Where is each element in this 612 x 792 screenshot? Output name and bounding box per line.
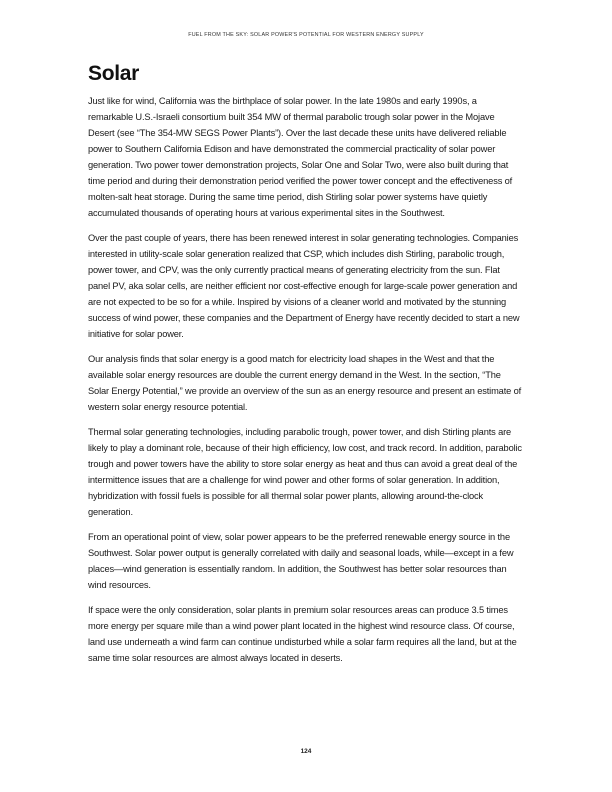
paragraph-1: Just like for wind, California was the birthplace of solar power. In the late 1980s and early 1990s, a remarkable U.S.-Israeli consortium built 354 MW of thermal parabolic trough solar power in the Mojave Desert (see “The 354-MW SEGS Power Plants”). Over the last decade these units have delivered reliable power to Southern California Edison and have demonstrated the commercial practicality of solar power generation. Two power tower demonstration projects, Solar One and Solar Two, were also built during that time period and during their demonstration period verified the power tower concept and the effectiveness of molten-salt heat storage. During the same time period, dish Stirling solar power systems have quietly accumulated thousands of operating hours at various experimental sites in the Southwest. bbox=[88, 96, 513, 218]
paragraph-6: If space were the only consideration, solar plants in premium solar resources areas can produce 3.5 times more energy per square mile than a wind power plant located in the highest wind resource class. Of course, land use underneath a wind farm can continue undisturbed while a solar farm requires all the land, but at the same time solar resources are almost always located in deserts. bbox=[88, 605, 517, 663]
paragraph-3: Our analysis finds that solar energy is a good match for electricity load shapes in the West and that the available solar energy resources are double the current energy demand in the West. In the section, “The Solar Energy Potential,” we provide an overview of the sun as an energy resource and present an estimate of western solar energy resource potential. bbox=[88, 354, 522, 412]
paragraph-4: Thermal solar generating technologies, including parabolic trough, power tower, and dish Stirling plants are likely to play a dominant role, because of their high efficiency, low cost, and track record. In addition, parabolic trough and power towers have the ability to store solar energy as heat and thus can avoid a great deal of the intermittence issues that are a challenge for wind power and other forms of solar generation. In addition, hybridization with fossil fuels is possible for all thermal solar power plants, allowing around-the-clock generation. bbox=[88, 427, 522, 517]
paragraph-5: From an operational point of view, solar power appears to be the preferred renewable energy source in the Southwest. Solar power output is generally correlated with daily and seasonal loads, while—except in a few places—wind generation is essentially random. In addition, the Southwest has better solar resources than wind resources. bbox=[88, 532, 514, 590]
page-number: 124 bbox=[300, 748, 312, 755]
paragraph-2: Over the past couple of years, there has been renewed interest in solar generating technologies. Companies interested in utility-scale solar generation realized that CSP, which includes dish Stirling, parabolic trough, power tower, and CPV, was the only currently practical means of generating electricity from the sun. Flat panel PV, aka solar cells, are neither efficient nor cost-effective enough for large-scale power generation and are not expected to be so for a while. Inspired by visions of a cleaner world and motivated by the stunning success of wind power, these companies and the Department of Energy have recently decided to start a new initiative for solar power. bbox=[88, 233, 520, 339]
main-content bbox=[88, 62, 522, 675]
section-title: Solar bbox=[88, 62, 140, 85]
running-header: FUEL FROM THE SKY: SOLAR POWER'S POTENTIAL FOR WESTERN ENERGY SUPPLY bbox=[188, 32, 424, 38]
